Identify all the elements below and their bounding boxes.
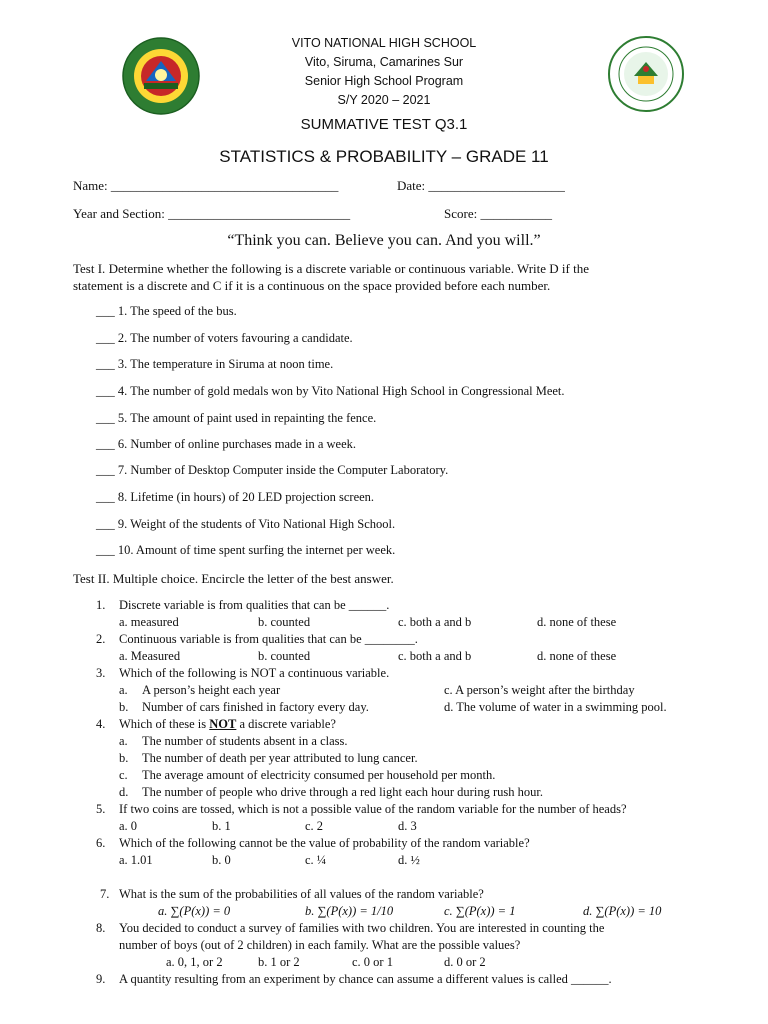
list-item: ___ 8. Lifetime (in hours) of 20 LED projection screen. xyxy=(96,490,375,504)
test1-label: Test I. xyxy=(73,261,106,276)
option[interactable]: c. ∑(P(x)) = 1 xyxy=(444,904,516,918)
option[interactable]: d. none of these xyxy=(537,649,617,663)
question-number: 9. xyxy=(96,972,106,986)
test-title: SUMMATIVE TEST Q3.1 xyxy=(300,116,468,133)
option[interactable]: a. 1.01 xyxy=(119,853,153,867)
question-number: 2. xyxy=(96,632,106,646)
option[interactable]: a. 0, 1, or 2 xyxy=(166,955,223,969)
question-number: 8. xyxy=(96,921,106,935)
motivational-quote: “Think you can. Believe you can. And you will.” xyxy=(227,232,541,249)
option[interactable]: d. ∑(P(x)) = 10 xyxy=(583,904,662,918)
test1-instruction: Test I. Determine whether the following is a discrete variable or continuous variable. Write D if the statement is a discrete and C if it is a continuous on the space provided before each number. xyxy=(73,261,589,293)
option[interactable]: d. 0 or 2 xyxy=(444,955,486,969)
question-text: You decided to conduct a survey of families with two children. You are interested in counting the number of boys (out of 2 children) in each family. What are the possible values? xyxy=(119,921,605,952)
option[interactable]: d. none of these xyxy=(537,615,617,629)
list-item: ___ 9. Weight of the students of Vito National High School. xyxy=(96,517,396,531)
option[interactable]: b. counted xyxy=(258,649,311,663)
question-number: 5. xyxy=(96,802,106,816)
option-letter: c. xyxy=(119,768,128,782)
option[interactable]: c. A person’s weight after the birthday xyxy=(444,683,635,697)
option-letter: d. xyxy=(119,785,129,799)
test2-label: Test II. xyxy=(73,571,110,586)
list-item: ___ 7. Number of Desktop Computer inside the Computer Laboratory. xyxy=(96,463,449,477)
list-item: ___ 2. The number of voters favouring a candidate. xyxy=(96,331,353,345)
list-item: ___ 5. The amount of paint used in repainting the fence. xyxy=(96,411,377,425)
option[interactable]: b. 1 xyxy=(212,819,231,833)
emphasis-not: NOT xyxy=(209,717,237,731)
list-item: ___ 10. Amount of time spent surfing the internet per week. xyxy=(96,543,396,557)
question-text: If two coins are tossed, which is not a possible value of the random variable for the number of heads? xyxy=(119,802,627,816)
option[interactable]: Number of cars finished in factory every day. xyxy=(142,700,369,714)
score-field[interactable]: Score: ___________ xyxy=(444,206,552,221)
question-text: What is the sum of the probabilities of all values of the random variable? xyxy=(119,887,484,901)
subject-title: STATISTICS & PROBABILITY – GRADE 11 xyxy=(219,147,549,166)
question-number: 3. xyxy=(96,666,106,680)
option[interactable]: b. counted xyxy=(258,615,311,629)
option[interactable]: d. ½ xyxy=(398,853,420,867)
list-item: ___ 4. The number of gold medals won by Vito National High School in Congressional Meet. xyxy=(96,384,565,398)
question-text: Which of the following cannot be the value of probability of the random variable? xyxy=(119,836,530,850)
option[interactable]: c. 2 xyxy=(305,819,324,833)
option[interactable]: a. 0 xyxy=(119,819,138,833)
question-text: Which of these is NOT a discrete variable? xyxy=(119,717,336,731)
option[interactable]: A person’s height each year xyxy=(142,683,281,697)
option[interactable]: The number of students absent in a class. xyxy=(142,734,348,748)
question-number: 4. xyxy=(96,717,106,731)
question-number: 1. xyxy=(96,598,106,612)
question-text: A quantity resulting from an experiment by chance can assume a different values is called ______. xyxy=(119,972,612,986)
option-letter: b. xyxy=(119,700,129,714)
question-text: Discrete variable is from qualities that can be ______. xyxy=(119,598,390,612)
question-number: 6. xyxy=(96,836,106,850)
list-item: ___ 6. Number of online purchases made in a week. xyxy=(96,437,356,451)
option[interactable]: The number of death per year attributed to lung cancer. xyxy=(142,751,418,765)
option[interactable]: a. Measured xyxy=(119,649,181,663)
date-field[interactable]: Date: _____________________ xyxy=(397,178,565,193)
list-item: ___ 3. The temperature in Siruma at noon time. xyxy=(96,357,334,371)
school-address: Vito, Siruma, Camarines Sur xyxy=(304,55,464,69)
option[interactable]: b. 0 xyxy=(212,853,231,867)
list-item: ___ 1. The speed of the bus. xyxy=(96,304,237,318)
option[interactable]: d. 3 xyxy=(398,819,417,833)
question-text: Continuous variable is from qualities that can be ________. xyxy=(119,632,418,646)
question-number: 7. xyxy=(100,887,110,901)
school-year: S/Y 2020 – 2021 xyxy=(337,93,431,107)
option[interactable]: c. 0 or 1 xyxy=(352,955,393,969)
option[interactable]: The number of people who drive through a red light each hour during rush hour. xyxy=(142,785,543,799)
school-name: VITO NATIONAL HIGH SCHOOL xyxy=(291,36,477,50)
question-text: Which of the following is NOT a continuous variable. xyxy=(119,666,390,680)
option[interactable]: b. 1 or 2 xyxy=(258,955,300,969)
option-letter: a. xyxy=(119,683,128,697)
option-letter: a. xyxy=(119,734,128,748)
option[interactable]: a. measured xyxy=(119,615,179,629)
program-name: Senior High School Program xyxy=(304,74,464,88)
option[interactable]: c. both a and b xyxy=(398,649,472,663)
option[interactable]: The average amount of electricity consumed per household per month. xyxy=(142,768,496,782)
school-header xyxy=(0,34,768,110)
option[interactable]: d. The volume of water in a swimming pool. xyxy=(444,700,667,714)
option[interactable]: c. ¼ xyxy=(305,853,327,867)
test2-instruction: Test II. Multiple choice. Encircle the letter of the best answer. xyxy=(73,571,394,586)
name-field[interactable]: Name: ___________________________________ xyxy=(73,178,339,193)
option[interactable]: a. ∑(P(x)) = 0 xyxy=(158,904,231,918)
section-field[interactable]: Year and Section: ____________________________ xyxy=(73,206,351,221)
option[interactable]: b. ∑(P(x)) = 1/10 xyxy=(305,904,394,918)
option-letter: b. xyxy=(119,751,129,765)
option[interactable]: c. both a and b xyxy=(398,615,472,629)
